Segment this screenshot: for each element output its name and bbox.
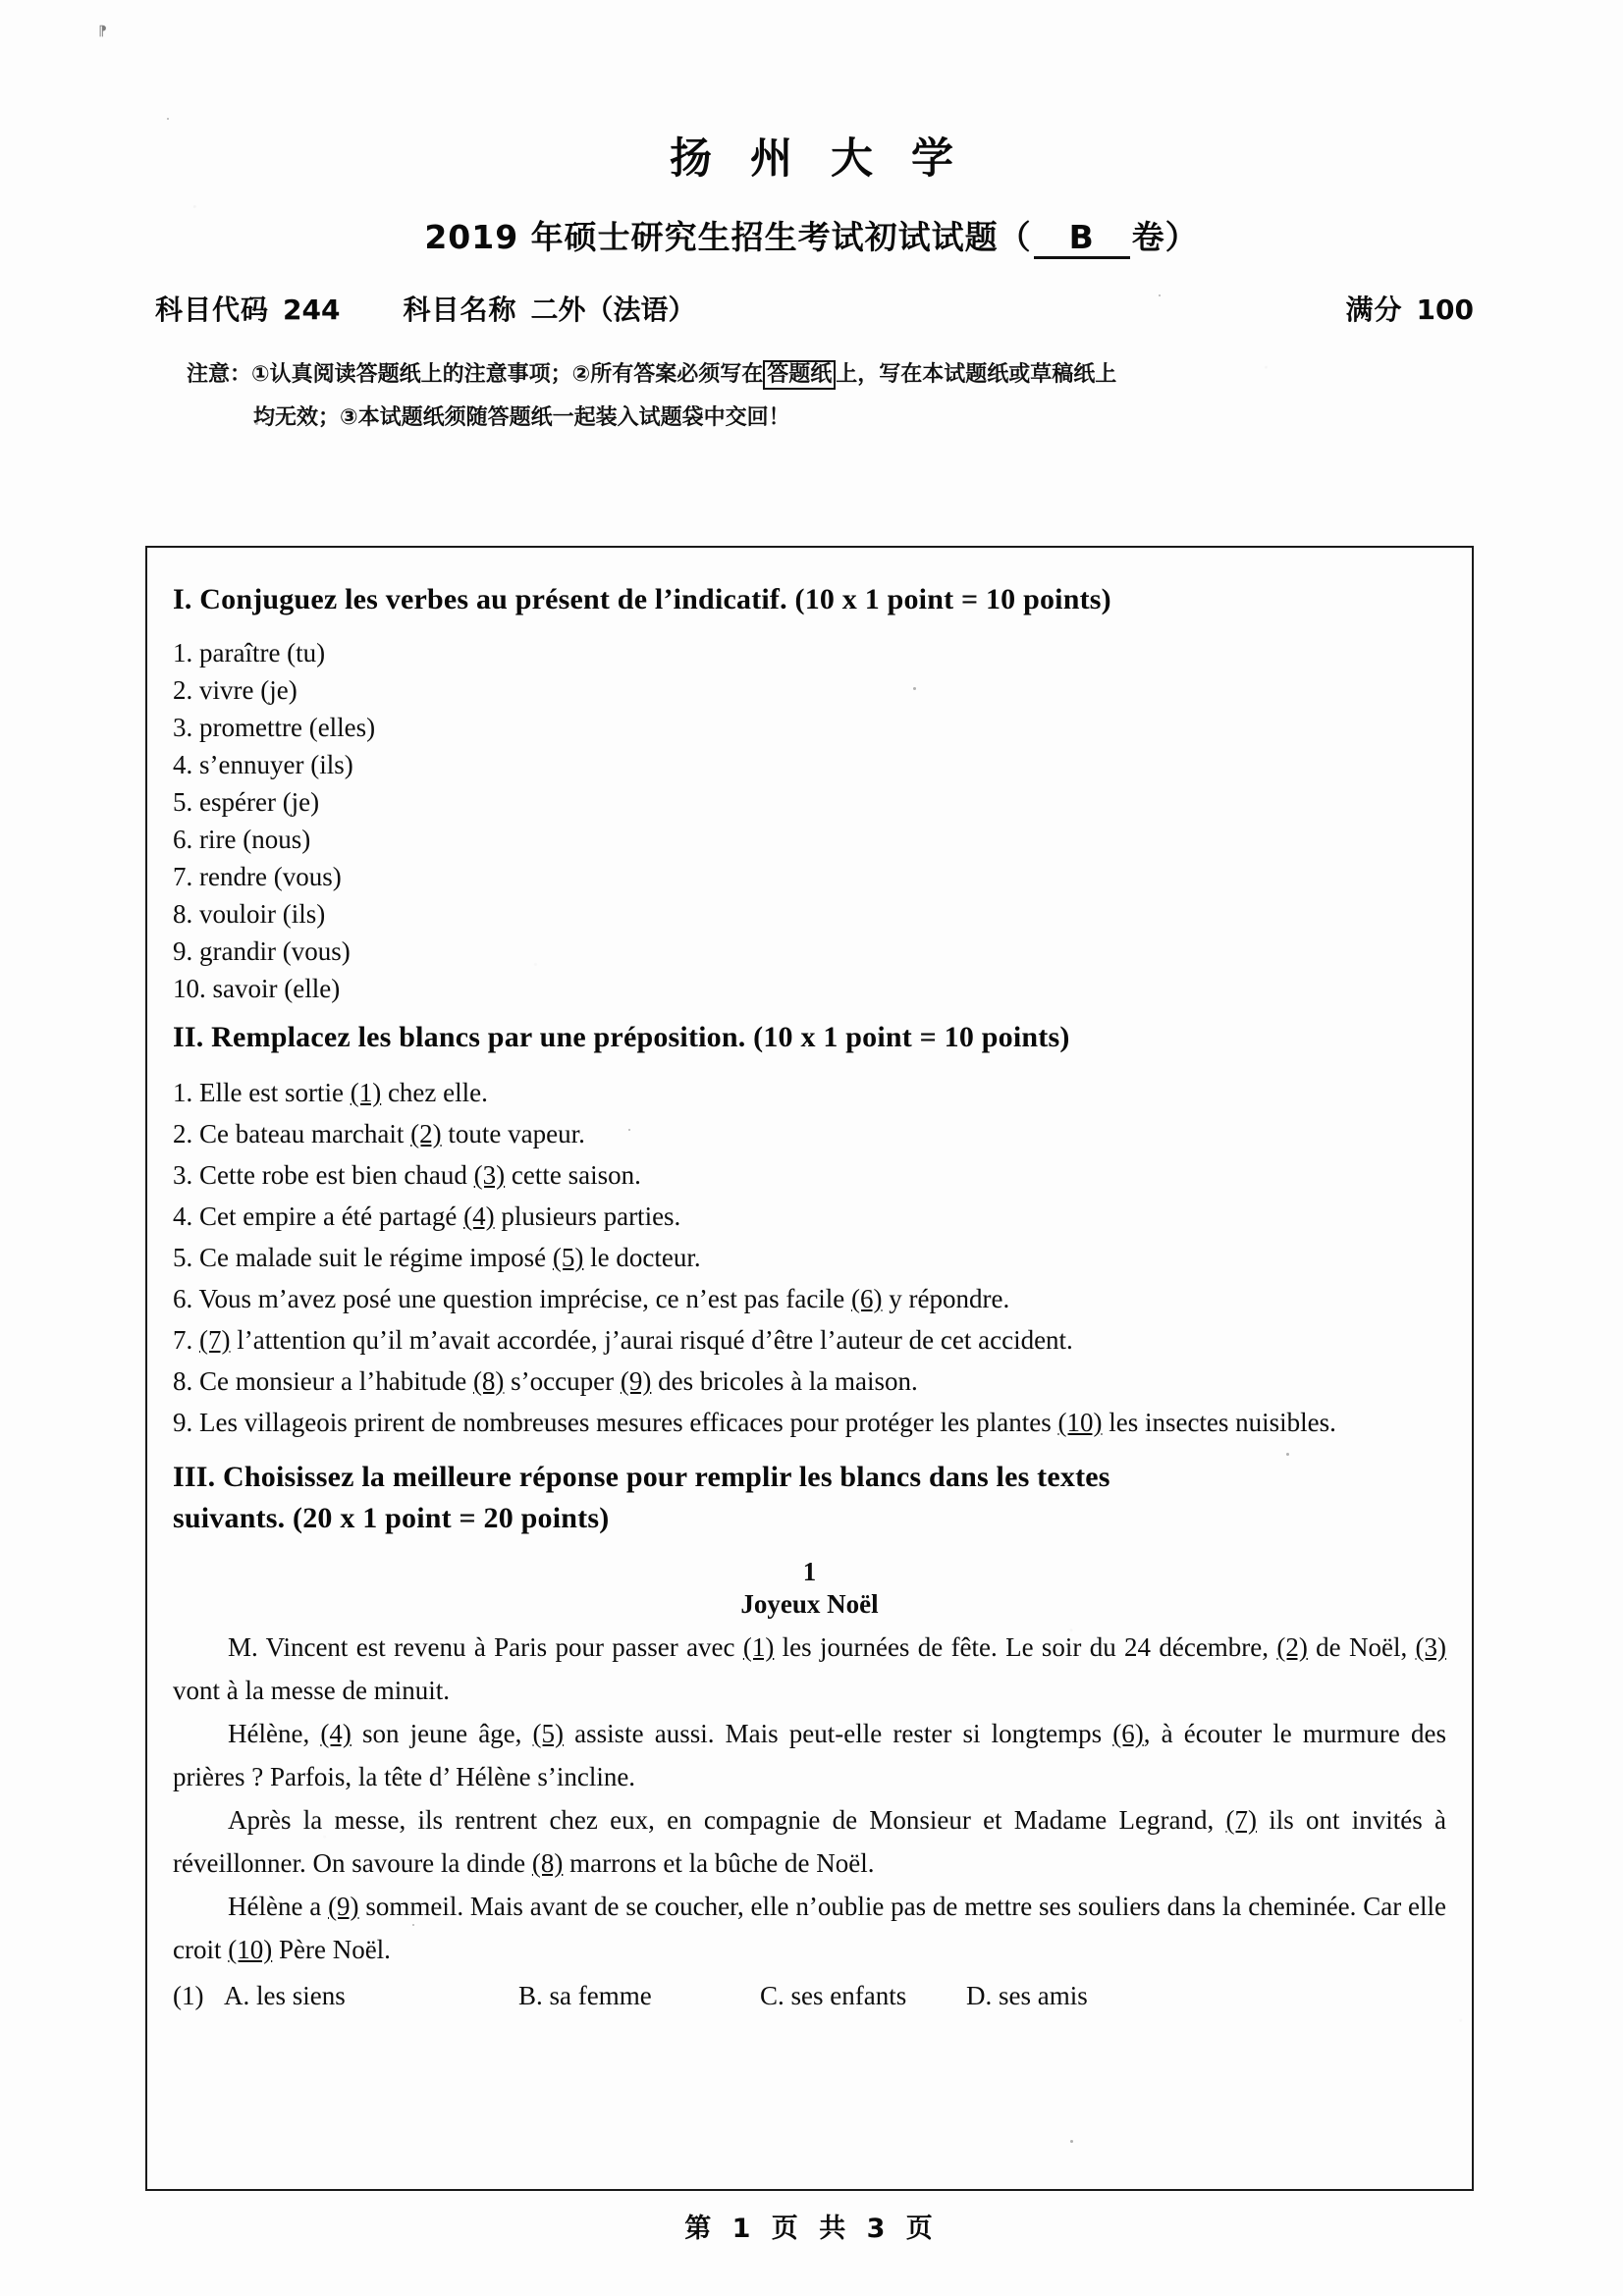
answer-blank[interactable]: (2) <box>1276 1632 1308 1662</box>
exam-title-suffix: 卷） <box>1131 218 1199 256</box>
subject-name-label: 科目名称 <box>403 294 517 326</box>
subject-name-value: 二外（法语） <box>530 294 696 326</box>
notice-line-1 <box>187 353 1476 397</box>
answer-blank[interactable]: (3) <box>1415 1632 1447 1662</box>
choice-option-a[interactable]: A. les siens <box>224 1981 346 2010</box>
answer-blank[interactable]: (9) <box>620 1366 652 1396</box>
list-item: 8. vouloir (ils) <box>173 899 326 929</box>
notice-boxed-answer-sheet: 答题纸 <box>763 360 836 390</box>
list-item: 2. vivre (je) <box>173 675 298 705</box>
subject-info-row <box>0 289 1623 328</box>
choice-option-c[interactable]: C. ses enfants <box>760 1981 907 2010</box>
answer-blank[interactable]: (8) <box>531 1848 564 1878</box>
answer-blank[interactable]: (6) <box>851 1284 883 1313</box>
answer-blank[interactable]: (4) <box>320 1719 352 1748</box>
list-item: 8. Ce monsieur a l’habitude (8) s’occuper (9) des bricoles à la maison. <box>173 1366 918 1396</box>
total-score-label: 满分 <box>1345 294 1403 326</box>
answer-blank[interactable]: (10) <box>228 1935 273 1964</box>
answer-blank[interactable]: (7) <box>199 1325 231 1355</box>
section-1-heading: I. Conjuguez les verbes au présent de l’indicatif. (10 x 1 point = 10 points) <box>173 583 1111 615</box>
answer-blank[interactable]: (6) <box>1112 1719 1144 1748</box>
list-item: 10. savoir (elle) <box>173 974 341 1003</box>
answer-blank[interactable]: (9) <box>328 1892 359 1921</box>
list-item: 9. Les villageois prirent de nombreuses mesures efficaces pour protéger les plantes (10) les insectes nuisibles. <box>173 1408 1336 1437</box>
list-item: 6. rire (nous) <box>173 825 311 854</box>
university-name: 扬 州 大 学 <box>670 134 965 184</box>
answer-blank[interactable]: (4) <box>463 1201 495 1231</box>
answer-blank[interactable]: (2) <box>410 1119 442 1148</box>
list-item: 3. Cette robe est bien chaud (3) cette saison. <box>173 1160 641 1190</box>
list-item: 9. grandir (vous) <box>173 936 351 966</box>
list-item: 3. promettre (elles) <box>173 713 376 742</box>
passage-title: Joyeux Noël <box>740 1589 879 1619</box>
choice-option-d[interactable]: D. ses amis <box>966 1981 1088 2010</box>
passage-paragraph: Hélène, (4) son jeune âge, (5) assiste aussi. Mais peut-elle rester si longtemps (6), à écouter le murmure des prières ? Parfois, la tête d’ Hélène s’incline. <box>173 1719 1446 1791</box>
question-number: (1) <box>173 1981 204 2010</box>
section-1-item-list <box>173 634 1446 1007</box>
list-item: 5. espérer (je) <box>173 787 320 817</box>
total-score-value: 100 <box>1416 294 1474 326</box>
answer-blank[interactable]: (5) <box>552 1243 584 1272</box>
passage-paragraph: M. Vincent est revenu à Paris pour passer avec (1) les journées de fête. Le soir du 24 décembre, (2) de Noël, (3) vont à la messe de minuit. <box>173 1632 1447 1705</box>
document-header <box>0 0 1623 440</box>
section-3-heading-line-2: suivants. (20 x 1 point = 20 points) <box>173 1502 610 1534</box>
answer-blank[interactable]: (10) <box>1057 1408 1103 1437</box>
exam-volume-value: B <box>1034 218 1130 259</box>
passage-paragraph: Après la messe, ils rentrent chez eux, en compagnie de Monsieur et Madame Legrand, (7) ils ont invités à réveillonner. On savoure la dinde (8) marrons et la bûche de Noël. <box>173 1805 1446 1878</box>
answer-blank[interactable]: (1) <box>742 1632 775 1662</box>
list-item: 7. rendre (vous) <box>173 862 342 891</box>
section-3-heading <box>173 1457 1446 1539</box>
exam-title <box>0 212 1623 259</box>
subject-code-value: 244 <box>283 294 341 326</box>
scan-corner-mark: ⁋ <box>98 25 107 39</box>
answer-blank[interactable]: (8) <box>472 1366 505 1396</box>
list-item: 1. Elle est sortie (1) chez elle. <box>173 1078 488 1107</box>
subject-code-label: 科目代码 <box>155 294 270 326</box>
section-3-heading-line-1: III. Choisissez la meilleure réponse pour remplir les blancs dans les textes <box>173 1461 1110 1493</box>
notice-line-2: 均无效；③本试题纸须随答题纸一起装入试题袋中交回！ <box>253 405 790 430</box>
list-item: 7. (7) l’attention qu’il m’avait accordée, j’aurai risqué d’être l’auteur de cet accident. <box>173 1325 1073 1355</box>
list-item: 2. Ce bateau marchait (2) toute vapeur. <box>173 1119 585 1148</box>
answer-blank[interactable]: (7) <box>1225 1805 1257 1835</box>
notice-line1-part-b: 上，写在本试题纸或草稿纸上 <box>836 362 1117 387</box>
page-footer: 第 1 页 共 3 页 <box>684 2214 939 2244</box>
exam-title-prefix: 2019 年硕士研究生招生考试初试试题（ <box>424 218 1032 256</box>
section-2-heading: II. Remplacez les blancs par une préposition. (10 x 1 point = 10 points) <box>173 1021 1070 1053</box>
passage-paragraph: Hélène a (9) sommeil. Mais avant de se coucher, elle n’oublie pas de mettre ses souliers dans la cheminée. Car elle croit (10) Père Noël. <box>173 1892 1446 1964</box>
answer-blank[interactable]: (1) <box>350 1078 382 1107</box>
section-2-item-list <box>173 1072 1446 1443</box>
exam-content-box <box>145 546 1474 2191</box>
list-item: 1. paraître (tu) <box>173 638 326 667</box>
answer-blank[interactable]: (5) <box>532 1719 565 1748</box>
list-item: 6. Vous m’avez posé une question imprécise, ce n’est pas facile (6) y répondre. <box>173 1284 1010 1313</box>
answer-blank[interactable]: (3) <box>473 1160 506 1190</box>
notice-line1-part-a: 注意：①认真阅读答题纸上的注意事项；②所有答案必须写在 <box>187 362 764 387</box>
list-item: 4. Cet empire a été partagé (4) plusieurs parties. <box>173 1201 681 1231</box>
question-1-choices <box>173 1975 1446 2016</box>
list-item: 4. s’ennuyer (ils) <box>173 750 353 779</box>
exam-notice <box>0 353 1623 440</box>
choice-option-b[interactable]: B. sa femme <box>518 1981 652 2010</box>
passage-number: 1 <box>802 1557 817 1586</box>
list-item: 5. Ce malade suit le régime imposé (5) le docteur. <box>173 1243 701 1272</box>
